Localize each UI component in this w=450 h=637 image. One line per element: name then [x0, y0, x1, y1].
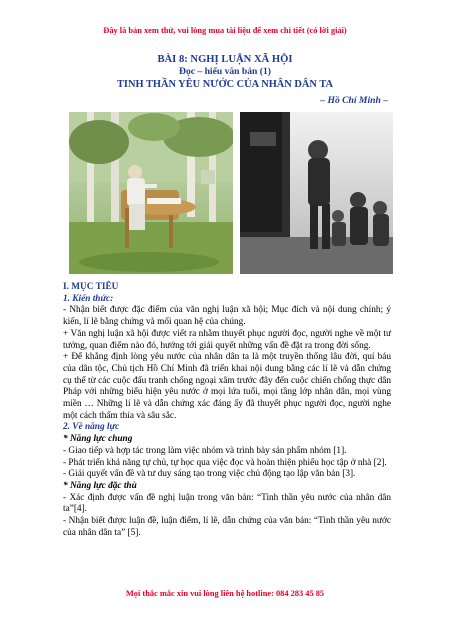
section-heading: I. MỤC TIÊU — [63, 282, 119, 292]
hotline-footer: Mọi thắc mắc xin vui lòng liên hệ hotline: 084 283 45 85 — [125, 589, 325, 598]
reading-label: Đọc – hiểu văn bản (1) — [179, 66, 271, 77]
knowledge-item: - Nhận biết được đặc điểm của văn nghị luận xã hội; Mục đích và nội dung chính; ý kiến, lí lẽ bằng chứng và mối quan hệ của chúng. — [63, 305, 391, 328]
knowledge-item: + Văn nghị luận xã hội được viết ra nhằm thuyết phục người đọc, người nghe về một tư tưởng, quan điểm nào đó, hướng tới giải quyết những vấn đề đặt ra trong đời sống. — [63, 328, 391, 351]
author-name: – Hồ Chí Minh – — [320, 95, 388, 106]
skills-heading: 2. Về năng lực — [63, 422, 120, 433]
photo-ho-chi-minh-working — [69, 112, 233, 274]
preview-banner: Đây là bản xem thử, vui lòng mua tài liệu để xem chi tiết (có lời giải) — [103, 26, 347, 35]
general-skill-item: - Giải quyết vấn đề và tư duy sáng tạo trong việc chủ động tạo lập văn bản [3]. — [63, 469, 356, 480]
lesson-objectives — [63, 282, 391, 539]
specific-skill-item: - Xác định được vấn đề nghị luận trong văn bản: “Tinh thần yêu nước của nhân dân ta”[4]. — [63, 492, 391, 515]
specific-skills-heading: * Năng lực đặc thù — [63, 480, 137, 491]
photo-ho-chi-minh-with-soldiers — [240, 112, 393, 274]
general-skill-item: - Phát triển khả năng tự chủ, tự học qua việc đọc và hoàn thiện phiếu học tập ở nhà [2]. — [63, 457, 387, 468]
knowledge-heading: 1. Kiến thức: — [63, 293, 114, 304]
document-header — [0, 53, 450, 91]
knowledge-item: + Để khẳng định lòng yêu nước của nhân dân ta là một truyền thống lâu đời, quí báu của dân tộc, Chủ tịch Hồ Chí Minh đã triển khai nội dung bằng các lí lẽ và dẫn chứng cụ thể từ các cuộc đấu tranh chống ngoại xâm trước đây đến cuộc chiến chống thực dân Pháp với những biểu hiện yêu nước ở mọi lứa tuổi, mọi tầng lớp nhân dân, mọi vùng miền … Những lí lẽ và dẫn chứng xác đáng ấy đã thuyết phục người đọc, người nghe một cách thấm thía và sâu sắc. — [63, 352, 391, 421]
lesson-title: BÀI 8: NGHỊ LUẬN XÃ HỘI — [157, 54, 293, 65]
specific-skill-item: - Nhận biết được luận đề, luận điểm, lí lẽ, dẫn chứng của văn bản: “Tinh thần yêu nước của nhân dân ta” [5]. — [63, 516, 391, 538]
general-skills-heading: * Năng lực chung — [63, 434, 133, 445]
text-title: TINH THẦN YÊU NƯỚC CỦA NHÂN DÂN TA — [116, 79, 333, 90]
general-skill-item: - Giao tiếp và hợp tác trong làm việc nhóm và trình bày sản phẩm nhóm [1]. — [63, 445, 347, 456]
